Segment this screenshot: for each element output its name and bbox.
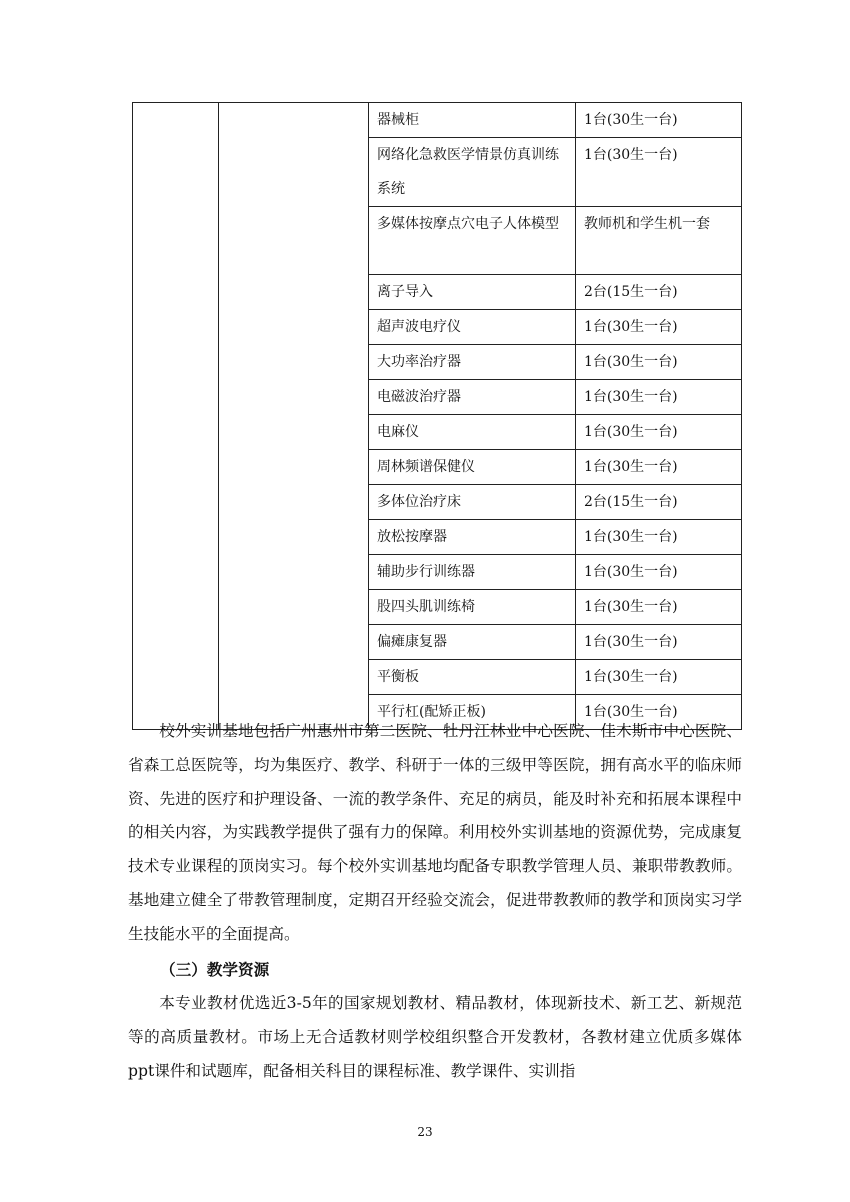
equipment-name-cell: 平衡板 [369, 660, 576, 695]
equipment-quantity-cell: 1台(30生一台) [576, 555, 742, 590]
equipment-name-cell: 电麻仪 [369, 415, 576, 450]
equipment-name-cell: 多体位治疗床 [369, 485, 576, 520]
equipment-quantity-cell: 2台(15生一台) [576, 485, 742, 520]
equipment-name-cell: 网络化急救医学情景仿真训练系统 [369, 138, 576, 207]
equipment-name-cell: 周林频谱保健仪 [369, 450, 576, 485]
equipment-quantity-cell: 1台(30生一台) [576, 520, 742, 555]
equipment-quantity-cell: 1台(30生一台) [576, 450, 742, 485]
equipment-name-cell: 辅助步行训练器 [369, 555, 576, 590]
equipment-table [132, 102, 742, 730]
equipment-quantity-cell: 1台(30生一台) [576, 590, 742, 625]
equipment-quantity-cell: 1台(30生一台) [576, 660, 742, 695]
category-cell [133, 103, 219, 730]
offsite-training-paragraph: 校外实训基地包括广州惠州市第二医院、牡丹江林业中心医院、佳木斯市中心医院、省森工总医院等，均为集医疗、教学、科研于一体的三级甲等医院，拥有高水平的临床师资、先进的医疗和护理设备、一流的教学条件、充足的病员，能及时补充和拓展本课程中的相关内容，为实践教学提供了强有力的保障。利用校外实训基地的资源优势，完成康复技术专业课程的顶岗实习。每个校外实训基地均配备专职教学管理人员、兼职带教教师。基地建立健全了带教管理制度，定期召开经验交流会，促进带教教师的教学和顶岗实习学生技能水平的全面提高。 [128, 722, 742, 943]
equipment-name-cell: 偏瘫康复器 [369, 625, 576, 660]
section-heading-teaching-resources: （三）教学资源 [160, 961, 270, 979]
equipment-name-cell: 离子导入 [369, 275, 576, 310]
page-number: 23 [417, 1125, 433, 1139]
equipment-quantity-cell: 教师机和学生机一套 [576, 207, 742, 275]
equipment-quantity-cell: 1台(30生一台) [576, 345, 742, 380]
equipment-quantity-cell: 1台(30生一台) [576, 415, 742, 450]
equipment-name-cell: 超声波电疗仪 [369, 310, 576, 345]
equipment-name-cell: 器械柜 [369, 103, 576, 138]
equipment-quantity-cell: 1台(30生一台) [576, 310, 742, 345]
equipment-name-cell: 大功率治疗器 [369, 345, 576, 380]
equipment-quantity-cell: 2台(15生一台) [576, 275, 742, 310]
equipment-quantity-cell: 1台(30生一台) [576, 103, 742, 138]
equipment-name-cell: 多媒体按摩点穴电子人体模型 [369, 207, 576, 275]
equipment-quantity-cell: 1台(30生一台) [576, 695, 742, 730]
equipment-quantity-cell: 1台(30生一台) [576, 625, 742, 660]
equipment-quantity-cell: 1台(30生一台) [576, 380, 742, 415]
lab-name-cell [219, 103, 369, 730]
equipment-name-cell: 股四头肌训练椅 [369, 590, 576, 625]
equipment-name-cell: 电磁波治疗器 [369, 380, 576, 415]
equipment-name-cell: 平行杠(配矫正板) [369, 695, 576, 730]
equipment-table-body [133, 103, 742, 730]
equipment-name-cell: 放松按摩器 [369, 520, 576, 555]
equipment-quantity-cell: 1台(30生一台) [576, 138, 742, 207]
teaching-resources-paragraph: 本专业教材优选近3-5年的国家规划教材、精品教材，体现新技术、新工艺、新规范等的高质量教材。市场上无合适教材则学校组织整合开发教材，各教材建立优质多媒体ppt课件和试题库，配备相关科目的课程标准、教学课件、实训指 [128, 994, 742, 1080]
table-row [133, 103, 742, 138]
